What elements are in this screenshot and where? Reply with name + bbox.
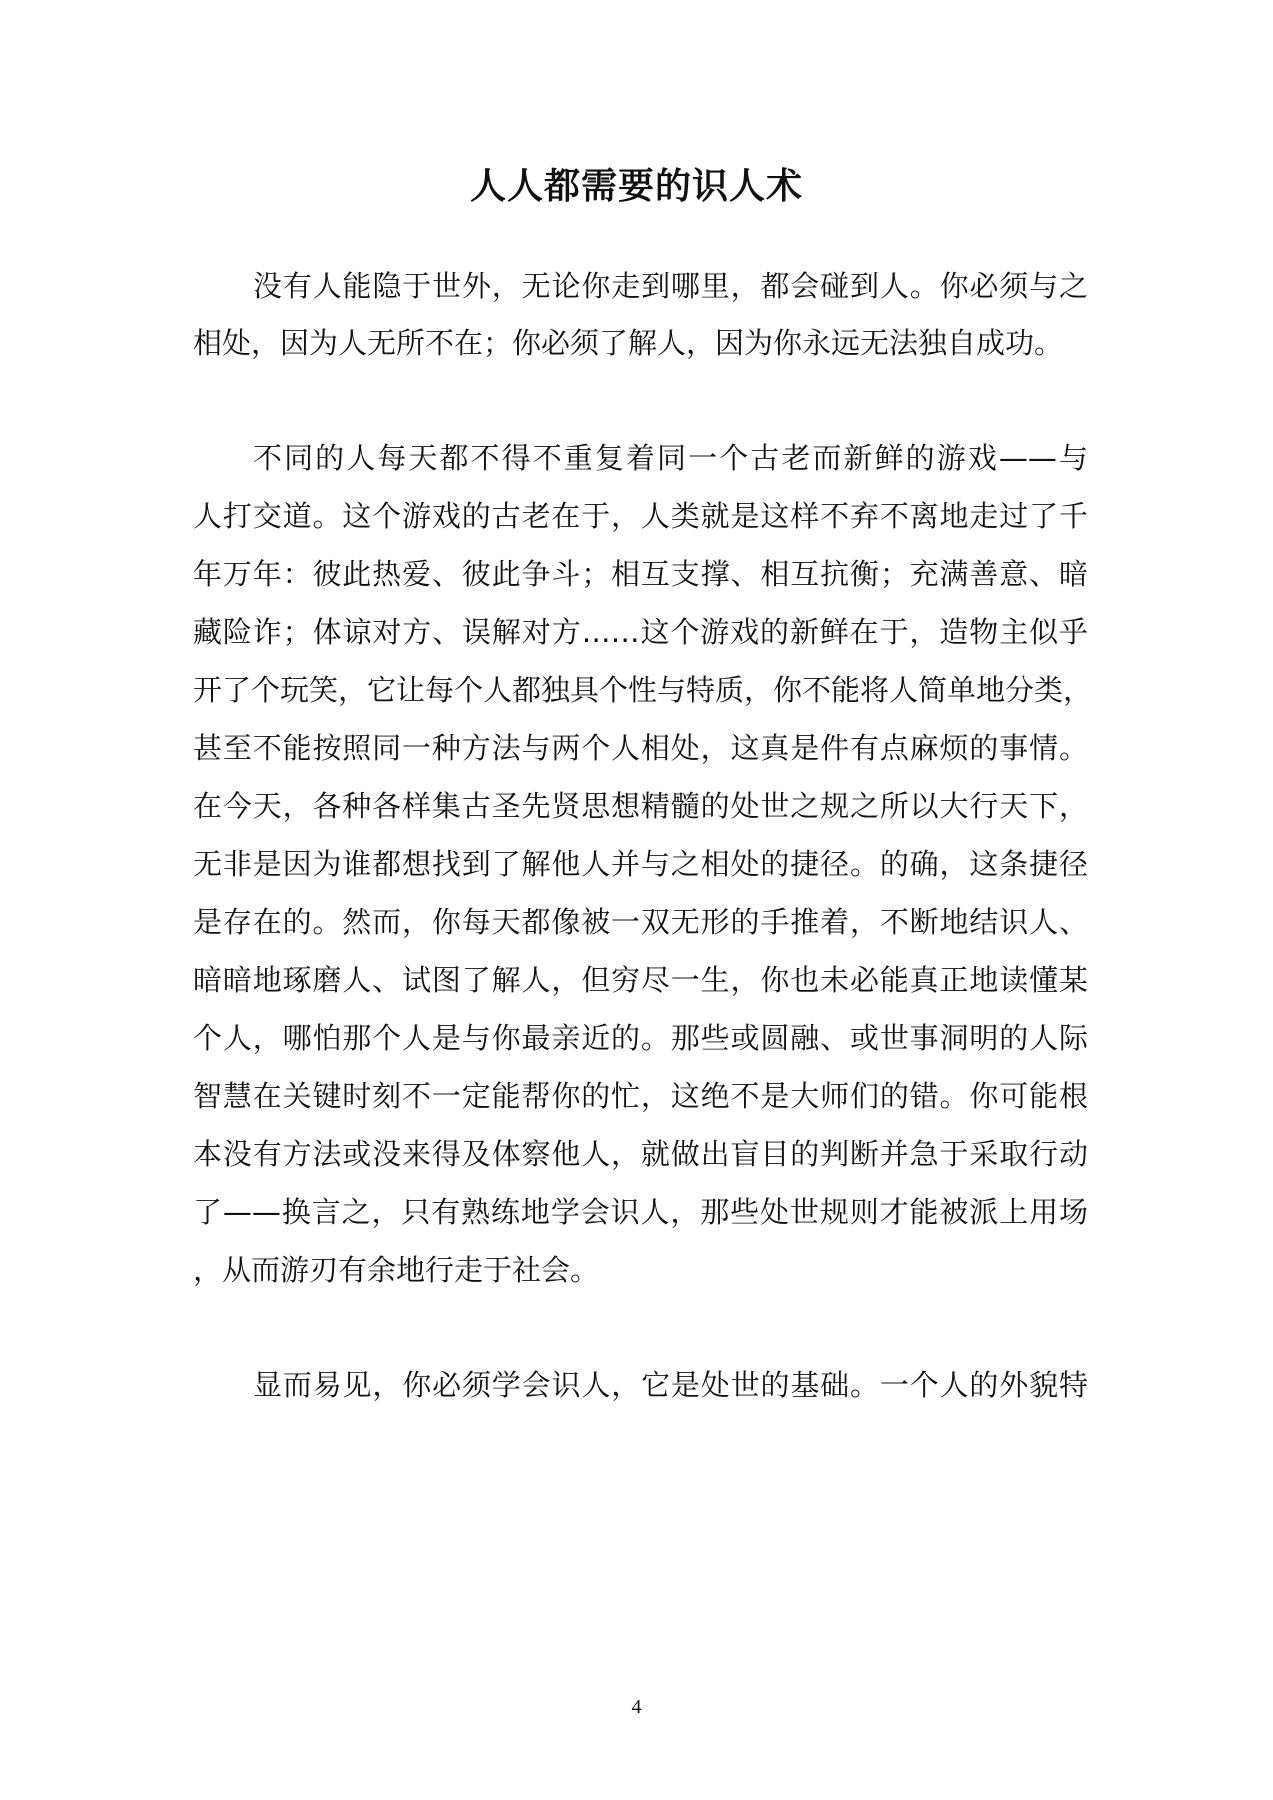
page-number: 4	[631, 1696, 642, 1718]
paragraph-2-line-1: 不同的人每天都不得不重复着同一个古老而新鲜的游戏——与	[253, 441, 1088, 475]
paragraph-2-line-6: 甚至不能按照同一种方法与两个人相处，这真是件有点麻烦的事情。	[193, 731, 1088, 765]
paragraph-2-line-13: 本没有方法或没来得及体察他人，就做出盲目的判断并急于采取行动	[193, 1137, 1088, 1171]
paragraph-2-line-5: 开了个玩笑，它让每个人都独具个性与特质，你不能将人简单地分类，	[193, 673, 1093, 707]
paragraph-1-line-1: 没有人能隐于世外，无论你走到哪里，都会碰到人。你必须与之	[253, 269, 1088, 303]
paragraph-2-line-3: 年万年：彼此热爱、彼此争斗；相互支撑、相互抗衡；充满善意、暗	[193, 557, 1088, 591]
paragraph-1-line-2: 相处，因为人无所不在；你必须了解人，因为你永远无法独自成功。	[193, 326, 1064, 360]
paragraph-3-line-1: 显而易见，你必须学会识人，它是处世的基础。一个人的外貌特	[253, 1368, 1088, 1402]
paragraph-2-line-7: 在今天，各种各样集古圣先贤思想精髓的处世之规之所以大行天下，	[193, 789, 1088, 823]
paragraph-2-line-14: 了——换言之，只有熟练地学会识人，那些处世规则才能被派上用场	[193, 1195, 1088, 1229]
paragraph-2-line-12: 智慧在关键时刻不一定能帮你的忙，这绝不是大师们的错。你可能根	[193, 1079, 1088, 1113]
paragraph-2-line-9: 是存在的。然而，你每天都像被一双无形的手推着，不断地结识人、	[193, 905, 1088, 939]
paragraph-2-line-10: 暗暗地琢磨人、试图了解人，但穷尽一生，你也未必能真正地读懂某	[193, 963, 1088, 997]
paragraph-2-line-15: ，从而游刃有余地行走于社会。	[193, 1253, 600, 1287]
page-title: 人人都需要的识人术	[469, 166, 803, 207]
paragraph-2-line-8: 无非是因为谁都想找到了解他人并与之相处的捷径。的确，这条捷径	[193, 847, 1088, 881]
paragraph-2-line-11: 个人，哪怕那个人是与你最亲近的。那些或圆融、或世事洞明的人际	[193, 1021, 1088, 1055]
paragraph-2-line-4: 藏险诈；体谅对方、误解对方……这个游戏的新鲜在于，造物主似乎	[193, 615, 1088, 649]
paragraph-2-line-2: 人打交道。这个游戏的古老在于，人类就是这样不弃不离地走过了千	[193, 499, 1088, 533]
